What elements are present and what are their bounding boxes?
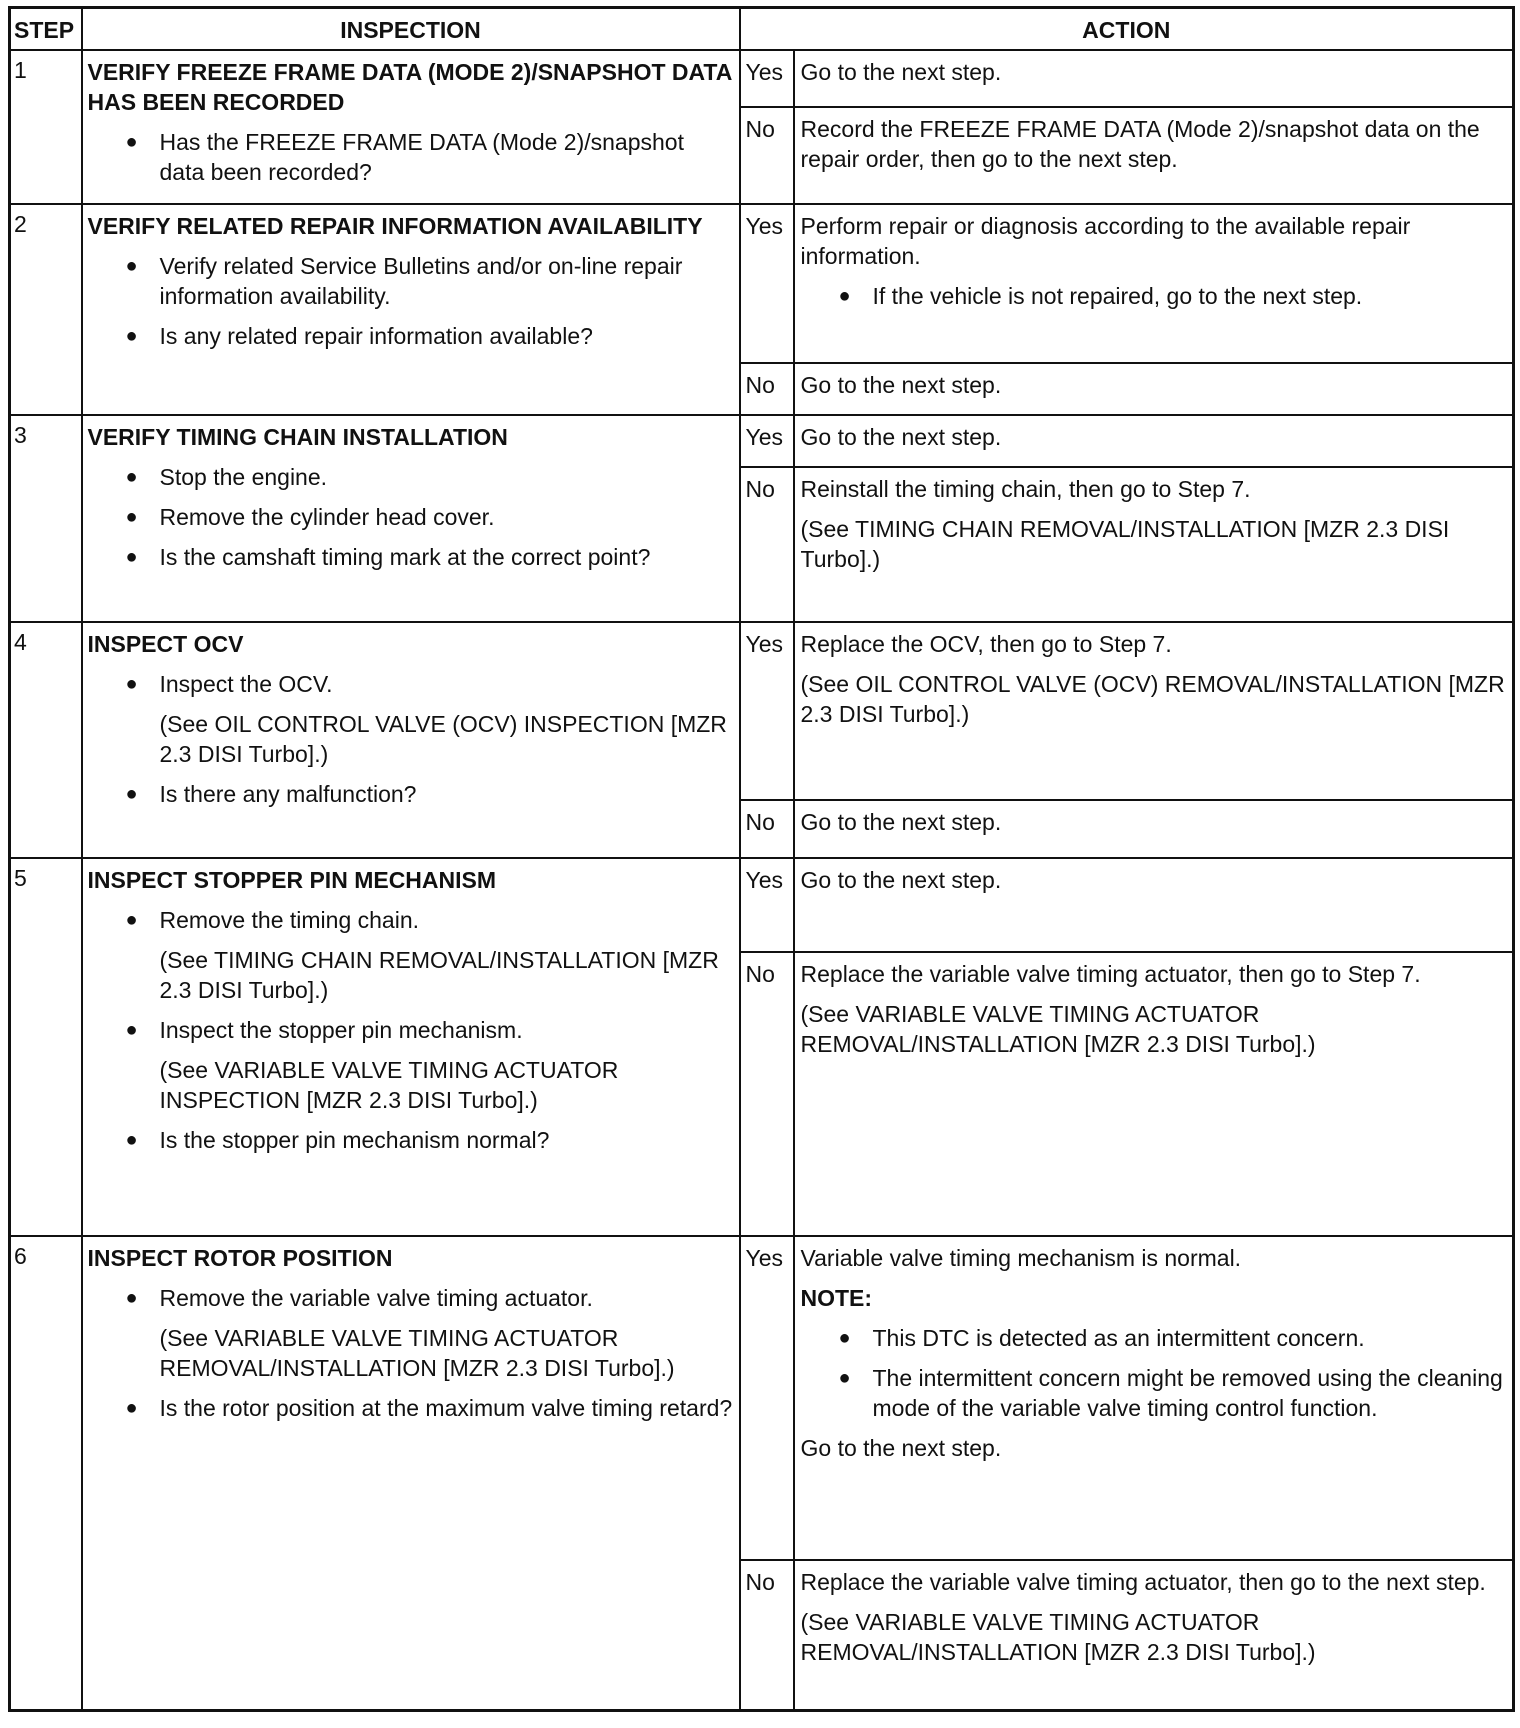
reference-text: (See VARIABLE VALVE TIMING ACTUATOR REMOVAL/INSTALLATION [MZR 2.3 DISI Turbo].) <box>800 1001 1316 1057</box>
note-label: NOTE: <box>800 1285 873 1311</box>
step-title: INSPECT ROTOR POSITION <box>87 1245 393 1271</box>
inspection-cell <box>82 50 740 204</box>
list-item: ● This DTC is detected as an intermittent concern. <box>873 1323 1508 1353</box>
inspection-list <box>88 462 734 572</box>
list-item: ● Has the FREEZE FRAME DATA (Mode 2)/snapshot data been recorded? <box>160 127 734 187</box>
action-text: Go to the next step. <box>800 1435 1002 1461</box>
yes-action <box>794 858 1514 952</box>
yes-action <box>794 1236 1514 1560</box>
yes-label: Yes <box>740 204 794 363</box>
table-row <box>10 1236 1514 1560</box>
no-label: No <box>740 363 794 415</box>
list-item: ● Verify related Service Bulletins and/or on-line repair information availability. <box>160 251 734 311</box>
yes-label: Yes <box>740 50 794 107</box>
diagnostic-procedure <box>8 6 1512 1712</box>
reference-text: (See VARIABLE VALVE TIMING ACTUATOR INSPECTION [MZR 2.3 DISI Turbo].) <box>159 1057 619 1113</box>
inspection-list <box>88 669 734 699</box>
yes-label: Yes <box>740 1236 794 1560</box>
list-item: ● Is the camshaft timing mark at the correct point? <box>160 542 734 572</box>
no-label: No <box>740 800 794 858</box>
table-row <box>10 50 1514 107</box>
step-title: VERIFY RELATED REPAIR INFORMATION AVAILABILITY <box>87 213 703 239</box>
step-title: INSPECT STOPPER PIN MECHANISM <box>87 867 497 893</box>
step-number: 3 <box>10 415 82 622</box>
inspection-cell <box>82 622 740 858</box>
yes-label: Yes <box>740 415 794 467</box>
step-column-header: STEP <box>10 8 82 51</box>
step-title: INSPECT OCV <box>87 631 244 657</box>
action-text: Variable valve timing mechanism is normal. <box>800 1245 1242 1271</box>
list-item: ● Inspect the OCV. <box>160 669 734 699</box>
reference-text: (See TIMING CHAIN REMOVAL/INSTALLATION [MZR 2.3 DISI Turbo].) <box>159 947 719 1003</box>
no-action <box>794 1560 1514 1710</box>
no-label: No <box>740 467 794 622</box>
list-item: ● Is there any malfunction? <box>160 779 734 809</box>
inspection-cell <box>82 204 740 415</box>
table-row <box>10 415 1514 467</box>
yes-action <box>794 415 1514 467</box>
reference-text: (See OIL CONTROL VALVE (OCV) INSPECTION [MZR 2.3 DISI Turbo].) <box>159 711 727 767</box>
list-item: ● Is any related repair information available? <box>160 321 734 351</box>
yes-action <box>794 50 1514 107</box>
reference-text: (See VARIABLE VALVE TIMING ACTUATOR REMOVAL/INSTALLATION [MZR 2.3 DISI Turbo].) <box>159 1325 675 1381</box>
action-text: Go to the next step. <box>800 372 1002 398</box>
inspection-cell <box>82 858 740 1236</box>
inspection-list <box>88 1393 734 1423</box>
action-text: Replace the OCV, then go to Step 7. <box>800 631 1172 657</box>
no-action <box>794 800 1514 858</box>
no-label: No <box>740 952 794 1236</box>
step-number: 6 <box>10 1236 82 1710</box>
step-title: VERIFY TIMING CHAIN INSTALLATION <box>87 424 508 450</box>
action-text: Go to the next step. <box>800 59 1002 85</box>
action-column-header: ACTION <box>740 8 1514 51</box>
inspection-list <box>88 1125 734 1155</box>
yes-label: Yes <box>740 622 794 800</box>
action-text: Go to the next step. <box>800 809 1002 835</box>
list-item: ● Remove the cylinder head cover. <box>160 502 734 532</box>
action-text: Reinstall the timing chain, then go to Step 7. <box>800 476 1251 502</box>
inspection-cell <box>82 415 740 622</box>
no-action <box>794 363 1514 415</box>
step-number: 5 <box>10 858 82 1236</box>
table-row <box>10 858 1514 952</box>
step-number: 1 <box>10 50 82 204</box>
no-action <box>794 107 1514 204</box>
list-item: ● Is the rotor position at the maximum valve timing retard? <box>160 1393 734 1423</box>
inspection-list <box>88 1283 734 1313</box>
inspection-list <box>88 905 734 935</box>
header-row <box>10 8 1514 51</box>
list-item: ● Remove the variable valve timing actuator. <box>160 1283 734 1313</box>
no-action <box>794 952 1514 1236</box>
no-label: No <box>740 107 794 204</box>
step-title: VERIFY FREEZE FRAME DATA (MODE 2)/SNAPSHOT DATA HAS BEEN RECORDED <box>87 59 732 115</box>
table-row <box>10 204 1514 363</box>
action-text: Perform repair or diagnosis according to the available repair information. <box>800 213 1411 269</box>
table-row <box>10 622 1514 800</box>
reference-text: (See VARIABLE VALVE TIMING ACTUATOR REMOVAL/INSTALLATION [MZR 2.3 DISI Turbo].) <box>800 1609 1316 1665</box>
action-text: Go to the next step. <box>800 424 1002 450</box>
no-label: No <box>740 1560 794 1710</box>
action-text: Record the FREEZE FRAME DATA (Mode 2)/snapshot data on the repair order, then go to the next step. <box>800 116 1480 172</box>
list-item: ● If the vehicle is not repaired, go to the next step. <box>873 281 1508 311</box>
action-text: Go to the next step. <box>800 867 1002 893</box>
list-item: ● The intermittent concern might be removed using the cleaning mode of the variable valve timing control function. <box>873 1363 1508 1423</box>
reference-text: (See TIMING CHAIN REMOVAL/INSTALLATION [MZR 2.3 DISI Turbo].) <box>800 516 1450 572</box>
list-item: ● Remove the timing chain. <box>160 905 734 935</box>
inspection-list <box>88 779 734 809</box>
action-text: Replace the variable valve timing actuator, then go to Step 7. <box>800 961 1421 987</box>
reference-text: (See OIL CONTROL VALVE (OCV) REMOVAL/INSTALLATION [MZR 2.3 DISI Turbo].) <box>800 671 1505 727</box>
list-item: ● Inspect the stopper pin mechanism. <box>160 1015 734 1045</box>
list-item: ● Stop the engine. <box>160 462 734 492</box>
inspection-table <box>8 6 1515 1712</box>
inspection-column-header: INSPECTION <box>82 8 740 51</box>
step-number: 4 <box>10 622 82 858</box>
yes-action <box>794 204 1514 363</box>
list-item: ● Is the stopper pin mechanism normal? <box>160 1125 734 1155</box>
no-action <box>794 467 1514 622</box>
inspection-list <box>88 251 734 351</box>
note-list <box>801 1323 1508 1423</box>
action-list <box>801 281 1508 311</box>
inspection-list <box>88 127 734 187</box>
yes-label: Yes <box>740 858 794 952</box>
inspection-list <box>88 1015 734 1045</box>
action-text: Replace the variable valve timing actuator, then go to the next step. <box>800 1569 1486 1595</box>
step-number: 2 <box>10 204 82 415</box>
inspection-cell <box>82 1236 740 1710</box>
yes-action <box>794 622 1514 800</box>
